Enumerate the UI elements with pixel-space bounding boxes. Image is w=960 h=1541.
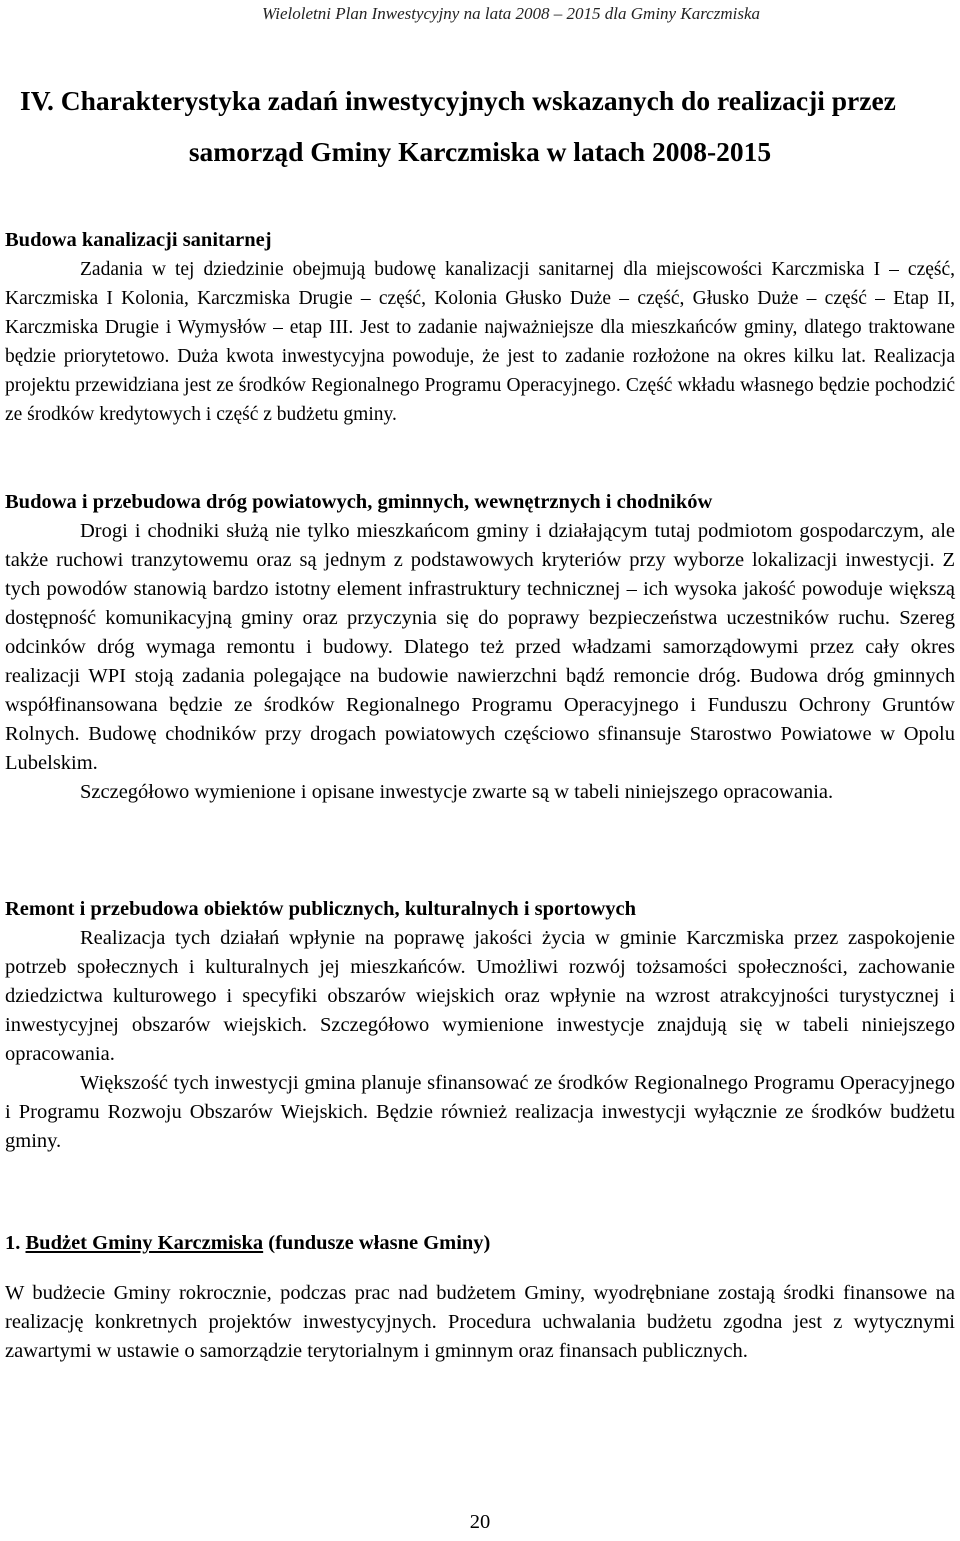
budget-section-title: Budżet Gminy Karczmiska	[25, 1232, 264, 1254]
budget-section-heading	[5, 1232, 490, 1255]
paragraph: Szczegółowo wymienione i opisane inwestycje zwarte są w tabeli niniejszego opracowania.	[80, 781, 834, 803]
budget-section-number: 1.	[5, 1232, 21, 1254]
chapter-title-line-2: samorząd Gminy Karczmiska w latach 2008-2015	[188, 136, 772, 167]
page-number: 20	[469, 1511, 491, 1533]
section-heading-sewerage: Budowa kanalizacji sanitarnej	[5, 229, 272, 251]
running-header: Wieloletni Plan Inwestycyjny na lata 2008 – 2015 dla Gminy Karczmiska	[262, 4, 760, 23]
section-body-sewerage	[5, 255, 955, 429]
section-heading-roads: Budowa i przebudowa dróg powiatowych, gminnych, wewnętrznych i chodników	[5, 491, 713, 513]
budget-section-subtitle: (fundusze własne Gminy)	[268, 1232, 491, 1254]
paragraph: Większość tych inwestycji gmina planuje sfinansować ze środków Regionalnego Programu Operacyjnego i Programu Rozwoju Obszarów Wiejskich. Będzie również realizacja inwestycji wyłącznie ze środków budżetu gminy.	[5, 1072, 955, 1152]
budget-section-body	[5, 1279, 955, 1366]
section-body-public-buildings	[5, 924, 955, 1156]
section-heading-public-buildings: Remont i przebudowa obiektów publicznych, kulturalnych i sportowych	[5, 898, 637, 920]
paragraph: Zadania w tej dziedzinie obejmują budowę kanalizacji sanitarnej dla miejscowości Karczmiska I – część, Karczmiska I Kolonia, Karczmiska Drugie – część, Kolonia Głusko Duże – część, Głusko Duże – część – Etap II, Karczmiska Drugie i Wymysłów – etap III. Jest to zadanie najważniejsze dla mieszkańców gminy, dlatego traktowane będzie priorytetowo. Duża kwota inwestycyjna powoduje, że jest to zadanie rozłożone na okres kilku lat. Realizacja projektu przewidziana jest ze środków Regionalnego Programu Operacyjnego. Część wkładu własnego będzie pochodzić ze środków kredytowych i część z budżetu gminy.	[5, 259, 955, 425]
paragraph: W budżecie Gminy rokrocznie, podczas prac nad budżetem Gminy, wyodrębniane zostają środki finansowe na realizację konkretnych projektów inwestycyjnych. Procedura uchwalania budżetu zgodna jest z wytycznymi zawartymi w ustawie o samorządzie terytorialnym i gminnym oraz finansach publicznych.	[5, 1282, 955, 1362]
chapter-title-line-1: IV. Charakterystyka zadań inwestycyjnych wskazanych do realizacji przez	[20, 85, 896, 116]
paragraph: Realizacja tych działań wpłynie na poprawę jakości życia w gminie Karczmiska przez zaspokojenie potrzeb społecznych i kulturalnych jej mieszkańców. Umożliwi rozwój tożsamości społeczności, zachowanie dziedzictwa kulturowego i specyfiki obszarów wiejskich oraz wpłynie na wzrost atrakcyjności turystycznej i inwestycyjnej obszarów wiejskich. Szczegółowo wymienione inwestycje znajdują się w tabeli niniejszego opracowania.	[5, 927, 955, 1065]
paragraph: Drogi i chodniki służą nie tylko mieszkańcom gminy i działającym tutaj podmiotom gospodarczym, ale także ruchowi tranzytowemu oraz są jednym z podstawowych kryteriów przy wyborze lokalizacji inwestycji. Z tych powodów stanowią bardzo istotny element infrastruktury technicznej – ich wysoka jakość powoduje większą dostępność komunikacyjną gminy oraz przyczynia się do poprawy bezpieczeństwa uczestników ruchu. Szereg odcinków dróg wymaga remontu i budowy. Dlatego też przed władzami samorządowymi przez cały okres realizacji WPI stoją zadania polegające na budowie nawierzchni bądź remoncie dróg. Budowa dróg gminnych współfinansowana będzie ze środków Regionalnego Programu Operacyjnego i Funduszu Ochrony Gruntów Rolnych. Budowę chodników przy drogach powiatowych częściowo sfinansuje Starostwo Powiatowe w Opolu Lubelskim.	[5, 520, 955, 774]
section-body-roads	[5, 517, 955, 807]
